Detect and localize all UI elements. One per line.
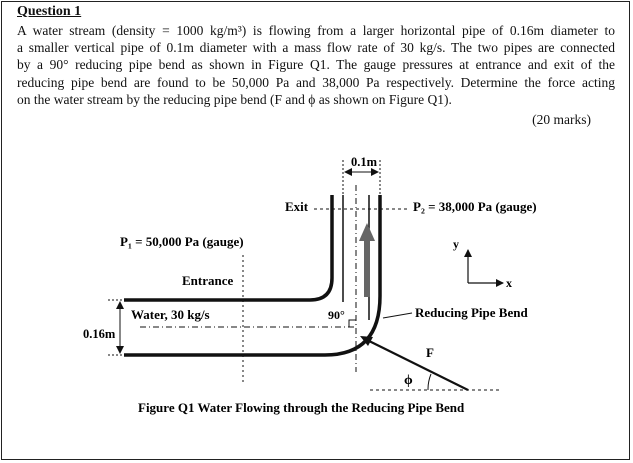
figure-caption: Figure Q1 Water Flowing through the Reducing Pipe Bend: [138, 400, 465, 415]
force-f-arrow-line: [363, 338, 468, 390]
question-line: reducing pipe bend are found to be 50,000 Pa and 38,000 Pa respectively. Determine the force acting: [17, 74, 615, 90]
question-line: A water stream (density = 1000 kg/m³) is flowing from a larger horizontal pipe of 0.16m diameter to: [17, 23, 615, 38]
top-dim-label: 0.1m: [351, 155, 378, 169]
phi-arc: [428, 374, 431, 390]
force-label: F: [426, 345, 434, 360]
axis-x-label: x: [506, 276, 512, 290]
question-line: on the water stream by the reducing pipe bend (F and ϕ as shown on Figure Q1).: [17, 91, 452, 107]
question-title: Question 1: [17, 4, 82, 19]
angle-label: 90°: [328, 308, 345, 322]
right-angle-marker: [349, 320, 356, 327]
flow-arrow-shaft: [364, 240, 370, 297]
flow-arrow-head: [359, 223, 375, 241]
bend-leader-line: [383, 313, 412, 318]
flow-label: Water, 30 kg/s: [131, 307, 210, 322]
axis-y-label: y: [453, 237, 459, 251]
question-line: a smaller vertical pipe of 0.1m diameter with a mass flow rate of 30 kg/s. The two pipes are connected: [17, 40, 615, 56]
p2-label: P₂ = 38,000 Pa (gauge): [413, 199, 537, 214]
marks-label: (20 marks): [532, 112, 591, 127]
question-line: by a 90° reducing pipe bend as shown in Figure Q1. The gauge pressures at entrance and exit of the: [17, 57, 615, 73]
pipe-inner-wall: [124, 195, 380, 355]
exit-label: Exit: [285, 199, 309, 214]
phi-label: ϕ: [404, 373, 413, 388]
bend-label: Reducing Pipe Bend: [415, 305, 528, 320]
left-dim-label: 0.16m: [83, 327, 116, 341]
p1-label: P₁ = 50,000 Pa (gauge): [120, 234, 244, 249]
entrance-label: Entrance: [182, 273, 234, 288]
